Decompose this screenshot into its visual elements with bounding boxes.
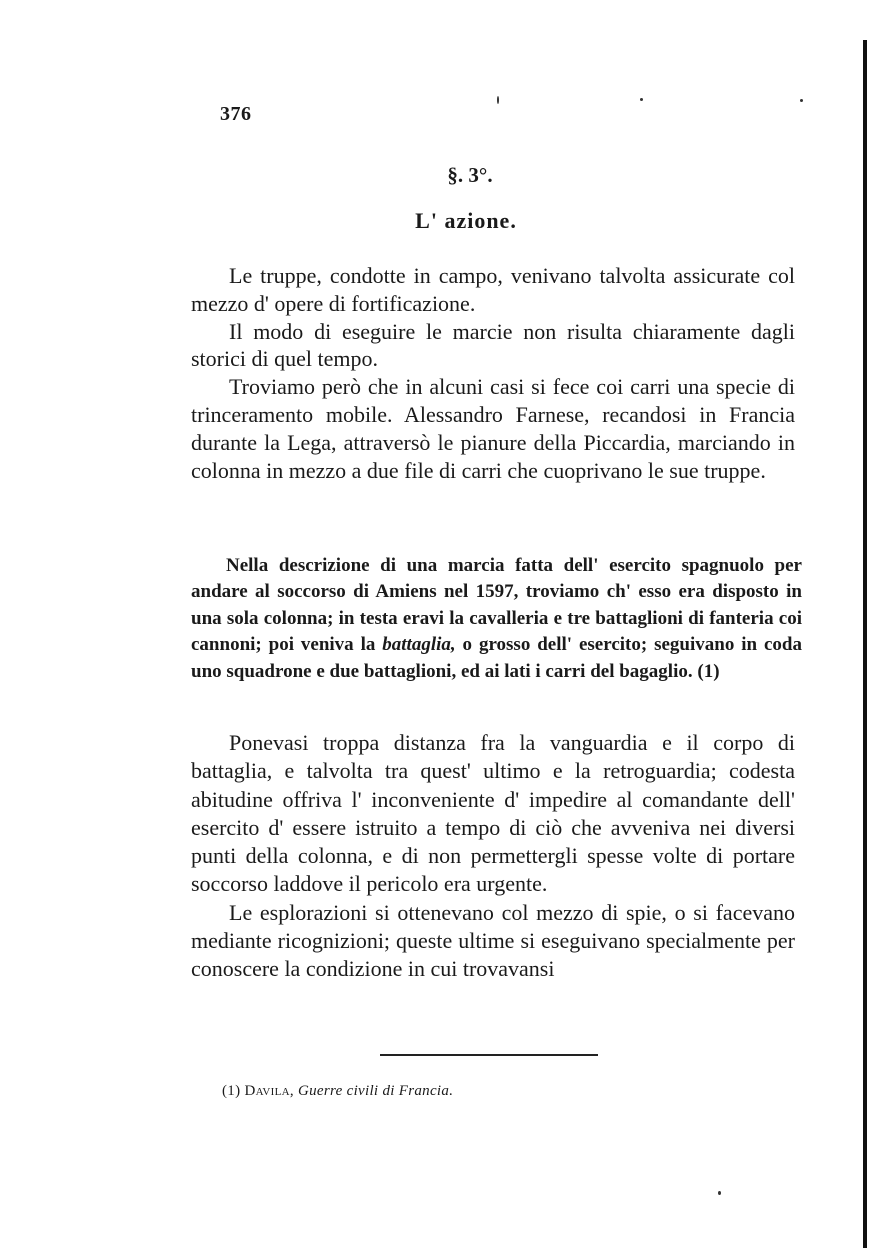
quote-text-before: Nella descrizione di una marcia fatta dell' esercito spagnuolo per andare al soccorso di Amiens nel 1597, troviamo ch' esso era disposto in una sola colonna; in testa eravi la cavalleria e tre battaglioni di fanteria coi cannoni; poi veniva la	[191, 555, 802, 656]
section-mark: §. 3°.	[447, 163, 493, 187]
body-text-top	[191, 262, 795, 484]
paragraph: Le esplorazioni si ottenevano col mezzo di spie, o si facevano mediante ricognizioni; queste ultime si eseguivano specialmente per conoscere la condizione in cui trovavansi	[191, 899, 795, 982]
footnote-rule	[380, 1054, 598, 1056]
quote-paragraph	[191, 553, 802, 685]
body-text-bottom	[191, 729, 795, 984]
footnote-title: Guerre civili di Francia.	[298, 1083, 454, 1099]
scan-speck	[800, 99, 803, 102]
scan-speck	[640, 98, 643, 101]
footnote-author: Davila,	[244, 1083, 294, 1099]
paragraph: Ponevasi troppa distanza fra la vanguardia e il corpo di battaglia, e talvolta tra quest' ultimo e la retroguardia; codesta abitudine offriva l' inconveniente d' impedire al comandante dell' esercito d' essere istruito a tempo di ciò che avveniva nei diversi punti della colonna, e di non permettergli spesse volte di portare soccorso laddove il pericolo era urgente.	[191, 730, 795, 897]
quote-text-after: o grosso dell' esercito; seguivano in coda uno squadrone e due battaglioni, ed ai lati i carri del bagaglio. (1)	[191, 634, 802, 682]
scan-speck	[497, 96, 499, 104]
paragraph: Troviamo però che in alcuni casi si fece coi carri una specie di trinceramento mobile. Alessandro Farnese, recandosi in Francia durante la Lega, attraversò le pianure della Piccardia, marciando in colonna in mezzo a due file di carri che cuoprivano le sue truppe.	[191, 374, 795, 483]
paragraph: Il modo di eseguire le marcie non risulta chiaramente dagli storici di quel tempo.	[191, 318, 795, 372]
footnote	[222, 1083, 453, 1100]
scan-speck	[718, 1191, 721, 1195]
quote-italic: battaglia,	[382, 634, 456, 656]
footnote-marker: (1)	[222, 1083, 241, 1099]
page-number: 376	[220, 103, 252, 125]
section-title: L' azione.	[415, 208, 517, 233]
block-quote	[191, 553, 802, 685]
paragraph: Le truppe, condotte in campo, venivano talvolta assicurate col mezzo d' opere di fortificazione.	[191, 263, 795, 316]
